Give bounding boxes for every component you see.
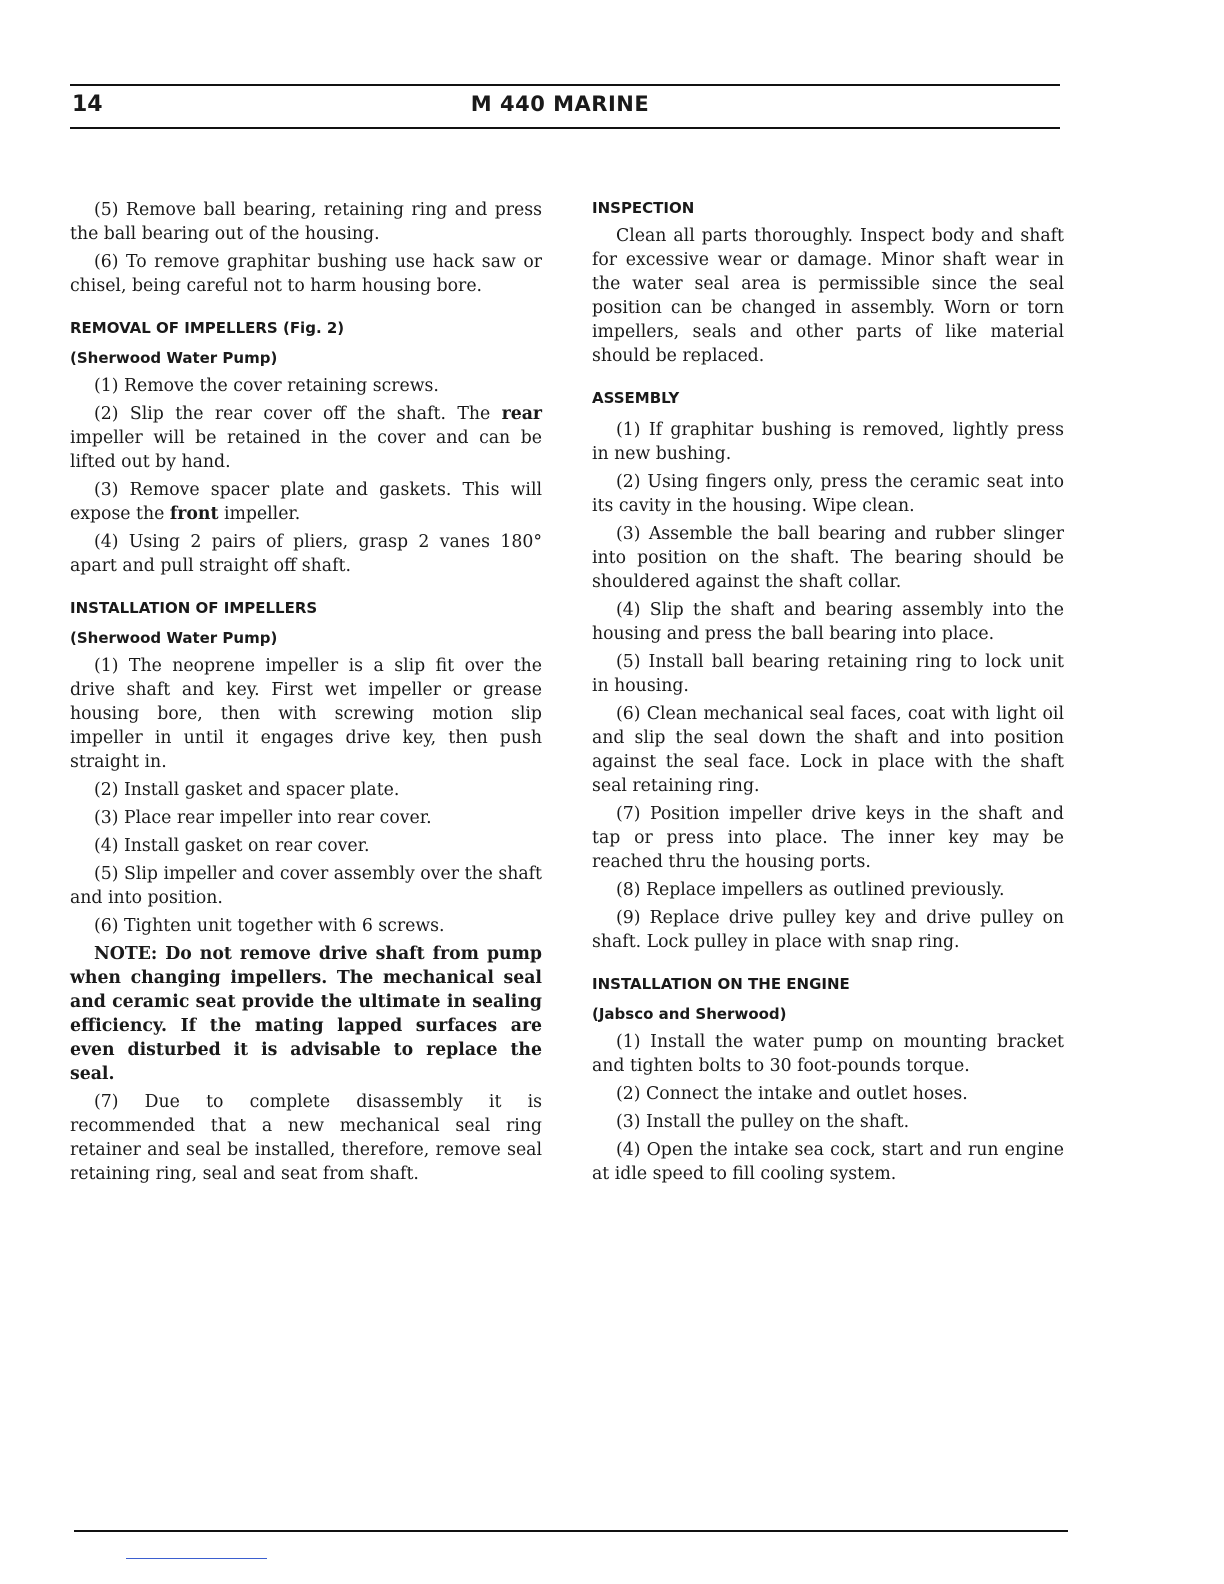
removal-step-2-emphasis: rear (501, 404, 542, 424)
inspection-paragraph: Clean all parts thoroughly. Inspect body and shaft for excessive wear or damage. Minor shaft wear in the water seal area is permissible since the seal position can be changed in assembly. Worn or torn impellers, seals and other parts of like material should be replaced. (592, 226, 1064, 366)
right-column (592, 198, 1064, 1190)
heading-installation-of-impellers: INSTALLATION OF IMPELLERS (70, 599, 318, 617)
subheading-sherwood-pump-removal: (Sherwood Water Pump) (70, 349, 278, 367)
removal-step-2-text-c: impeller will be retained in the cover and can be lifted out by hand. (70, 428, 542, 472)
install-step-6: (6) Tighten unit together with 6 screws. (94, 916, 445, 936)
page-title (0, 92, 1224, 116)
assembly-step-5: (5) Install ball bearing retaining ring to lock unit in housing. (592, 652, 1064, 696)
removal-step-4: (4) Using 2 pairs of pliers, grasp 2 vanes 180° apart and pull straight off shaft. (70, 532, 542, 576)
install-step-1: (1) The neoprene impeller is a slip fit over the drive shaft and key. First wet impeller or grease housing bore, then with screwing motion slip impeller in until it engages drive key, then push straight in. (70, 656, 542, 772)
removal-step-3 (70, 478, 542, 526)
removal-step-2-text-a: (2) Slip the rear cover off the shaft. The (94, 404, 502, 424)
install-step-3: (3) Place rear impeller into rear cover. (94, 808, 432, 828)
install-step-2: (2) Install gasket and spacer plate. (94, 780, 400, 800)
removal-step-3-emphasis: front (169, 504, 219, 524)
note-drive-shaft: NOTE: Do not remove drive shaft from pump when changing impellers. The mechanical seal and ceramic seat provide the ultimate in sealing efficiency. If the mating lapped surfaces are even disturbed it is advisable to replace the seal. (70, 944, 542, 1084)
removal-step-1: (1) Remove the cover retaining screws. (94, 376, 439, 396)
removal-step-3-text-c: impeller. (218, 504, 301, 524)
header-bottom-rule (70, 127, 1060, 129)
page-title-text: M 440 MARINE (470, 92, 650, 116)
footer-link-underline (126, 1558, 267, 1559)
assembly-step-2: (2) Using fingers only, press the ceramic seat into its cavity in the housing. Wipe clean. (592, 472, 1064, 516)
install-step-4: (4) Install gasket on rear cover. (94, 836, 370, 856)
assembly-step-8: (8) Replace impellers as outlined previously. (616, 880, 1005, 900)
header-top-rule (70, 84, 1060, 86)
subheading-jabsco-and-sherwood: (Jabsco and Sherwood) (592, 1005, 787, 1023)
engine-step-1: (1) Install the water pump on mounting bracket and tighten bolts to 30 foot-pounds torque. (592, 1032, 1064, 1076)
engine-step-2: (2) Connect the intake and outlet hoses. (616, 1084, 968, 1104)
assembly-step-4: (4) Slip the shaft and bearing assembly into the housing and press the ball bearing into place. (592, 600, 1064, 644)
heading-installation-on-engine: INSTALLATION ON THE ENGINE (592, 975, 850, 993)
page-number: 14 (72, 92, 103, 117)
assembly-step-3: (3) Assemble the ball bearing and rubber slinger into position on the shaft. The bearing should be shouldered against the shaft collar. (592, 524, 1064, 592)
assembly-step-6: (6) Clean mechanical seal faces, coat with light oil and slip the seal down the shaft and into position against the seal face. Lock in place with the shaft seal retaining ring. (592, 704, 1064, 796)
subheading-sherwood-pump-installation: (Sherwood Water Pump) (70, 629, 278, 647)
engine-step-3: (3) Install the pulley on the shaft. (616, 1112, 910, 1132)
engine-step-4: (4) Open the intake sea cock, start and run engine at idle speed to fill cooling system. (592, 1140, 1064, 1184)
heading-removal-of-impellers: REMOVAL OF IMPELLERS (Fig. 2) (70, 319, 345, 337)
paragraph-step-5: (5) Remove ball bearing, retaining ring and press the ball bearing out of the housing. (70, 200, 542, 244)
assembly-step-9: (9) Replace drive pulley key and drive pulley on shaft. Lock pulley in place with snap ring. (592, 908, 1064, 952)
install-step-5: (5) Slip impeller and cover assembly over the shaft and into position. (70, 864, 542, 908)
heading-assembly: ASSEMBLY (592, 389, 680, 407)
assembly-step-1: (1) If graphitar bushing is removed, lightly press in new bushing. (592, 420, 1064, 464)
heading-inspection: INSPECTION (592, 199, 695, 217)
left-column (70, 198, 542, 1190)
removal-step-3-text-a: (3) Remove spacer plate and gaskets. This will expose the (70, 480, 542, 524)
install-step-7: (7) Due to complete disassembly it is recommended that a new mechanical seal ring retainer and seal be installed, therefore, remove seal retaining ring, seal and seat from shaft. (70, 1092, 542, 1184)
paragraph-step-6: (6) To remove graphitar bushing use hack saw or chisel, being careful not to harm housing bore. (70, 252, 542, 296)
assembly-step-7: (7) Position impeller drive keys in the shaft and tap or press into place. The inner key may be reached thru the housing ports. (592, 804, 1064, 872)
removal-step-2 (70, 402, 542, 474)
footer-rule (74, 1530, 1068, 1532)
